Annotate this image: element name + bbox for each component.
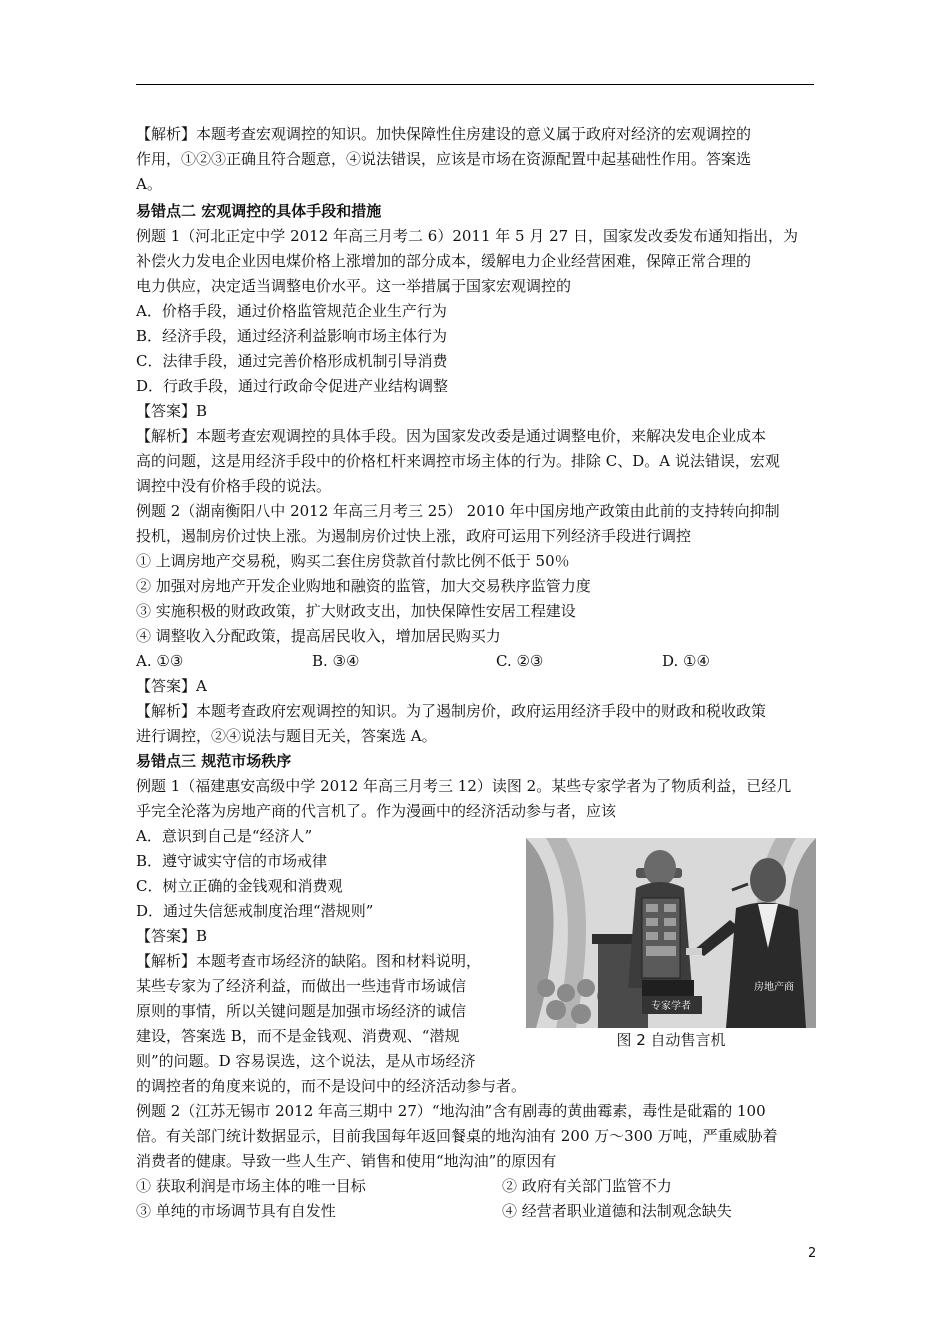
- item-line: ④ 调整收入分配政策，提高居民收入，增加居民购买力: [136, 627, 501, 645]
- text-line: 原则的事情，所以关键问题是加强市场经济的诚信: [136, 1002, 467, 1020]
- item-line: ① 获取利润是市场主体的唯一目标: [136, 1177, 366, 1195]
- item-line: ③ 实施积极的财政政策，扩大财政支出，加快保障性安居工程建设: [136, 602, 576, 620]
- cartoon-figure: [526, 838, 816, 1028]
- text-line: 【解析】本题考查政府宏观调控的知识。为了遏制房价，政府运用经济手段中的财政和税收政策: [136, 702, 767, 720]
- choice-a: A. ①③: [136, 652, 184, 670]
- option-line: D．通过失信惩戒制度治理“潜规则”: [136, 902, 374, 920]
- figure-label-expert: 专家学者: [651, 1001, 691, 1012]
- text-line: 倍。有关部门统计数据显示，目前我国每年返回餐桌的地沟油有 200 万～300 万吨，严重威胁着: [136, 1127, 778, 1145]
- item-line: ① 上调房地产交易税，购买二套住房贷款首付款比例不低于 50％: [136, 552, 570, 570]
- text-line: 某些专家为了经济利益，而做出一些违背市场诚信: [136, 977, 467, 995]
- header-rule: [136, 84, 814, 85]
- text-line: 例题 2（江苏无锡市 2012 年高三期中 27）“地沟油”含有剧毒的黄曲霉素，毒性是砒霜的 100: [136, 1102, 766, 1120]
- section-heading: 易错点三 规范市场秩序: [136, 752, 292, 770]
- option-line: B．经济手段，通过经济利益影响市场主体行为: [136, 327, 448, 345]
- text-line: 例题 1（福建惠安高级中学 2012 年高三月考三 12）读图 2。某些专家学者为了物质利益，已经几: [136, 777, 792, 795]
- option-line: A．意识到自己是“经济人”: [136, 827, 313, 845]
- text-line: 高的问题，这是用经济手段中的价格杠杆来调控市场主体的行为。排除 C、D。A 说法错误，宏观: [136, 452, 780, 470]
- text-line: 进行调控，②④说法与题目无关，答案选 A。: [136, 727, 437, 745]
- choice-c: C. ②③: [496, 652, 544, 670]
- text-line: 投机，遏制房价过快上涨。为遏制房价过快上涨，政府可运用下列经济手段进行调控: [136, 527, 692, 545]
- item-line: ② 政府有关部门监管不力: [502, 1177, 672, 1195]
- answer-line: 【答案】B: [136, 402, 208, 420]
- text-line: A。: [136, 175, 162, 193]
- text-line: 例题 2（湖南衡阳八中 2012 年高三月考三 25） 2010 年中国房地产政策由此前的支持转向抑制: [136, 502, 780, 520]
- text-line: 【解析】本题考查宏观调控的具体手段。因为国家发改委是通过调整电价，来解决发电企业成本: [136, 427, 767, 445]
- figure-caption: 图 2 自动售言机: [616, 1031, 726, 1049]
- section-heading: 易错点二 宏观调控的具体手段和措施: [136, 202, 382, 220]
- option-line: C．树立正确的金钱观和消费观: [136, 877, 343, 895]
- text-line: 则”的问题。D 容易误选，这个说法，是从市场经济: [136, 1052, 476, 1070]
- text-line: 乎完全沦落为房地产商的代言机了。作为漫画中的经济活动参与者，应该: [136, 802, 617, 820]
- figure-label-developer: 房地产商: [754, 982, 794, 993]
- option-line: C．法律手段，通过完善价格形成机制引导消费: [136, 352, 448, 370]
- option-line: A．价格手段，通过价格监管规范企业生产行为: [136, 302, 447, 320]
- text-line: 【解析】本题考查宏观调控的知识。加快保障性住房建设的意义属于政府对经济的宏观调控的: [136, 125, 752, 143]
- item-line: ③ 单纯的市场调节具有自发性: [136, 1202, 336, 1220]
- page-number: 2: [808, 1246, 817, 1261]
- text-line: 【解析】本题考查市场经济的缺陷。图和材料说明，: [136, 952, 482, 970]
- text-line: 作用，①②③正确且符合题意，④说法错误，应该是市场在资源配置中起基础性作用。答案选: [136, 150, 752, 168]
- text-line: 补偿火力发电企业因电煤价格上涨增加的部分成本，缓解电力企业经营困难，保障正常合理的: [136, 252, 752, 270]
- text-line: 消费者的健康。导致一些人生产、销售和使用“地沟油”的原因有: [136, 1152, 557, 1170]
- item-line: ② 加强对房地产开发企业购地和融资的监管，加大交易秩序监管力度: [136, 577, 591, 595]
- text-line: 建设，答案选 B，而不是金钱观、消费观、“潜规: [136, 1027, 460, 1045]
- choice-b: B. ③④: [312, 652, 360, 670]
- text-line: 的调控者的角度来说的，而不是设问中的经济活动参与者。: [136, 1077, 527, 1095]
- option-line: B．遵守诚实守信的市场戒律: [136, 852, 328, 870]
- option-line: D．行政手段，通过行政命令促进产业结构调整: [136, 377, 449, 395]
- answer-line: 【答案】A: [136, 677, 207, 695]
- answer-line: 【答案】B: [136, 927, 208, 945]
- text-line: 例题 1（河北正定中学 2012 年高三月考二 6）2011 年 5 月 27 日，国家发改委发布通知指出，为: [136, 227, 798, 245]
- choice-d: D. ①④: [662, 652, 710, 670]
- text-line: 调控中没有价格手段的说法。: [136, 477, 332, 495]
- item-line: ④ 经营者职业道德和法制观念缺失: [502, 1202, 732, 1220]
- text-line: 电力供应，决定适当调整电价水平。这一举措属于国家宏观调控的: [136, 277, 572, 295]
